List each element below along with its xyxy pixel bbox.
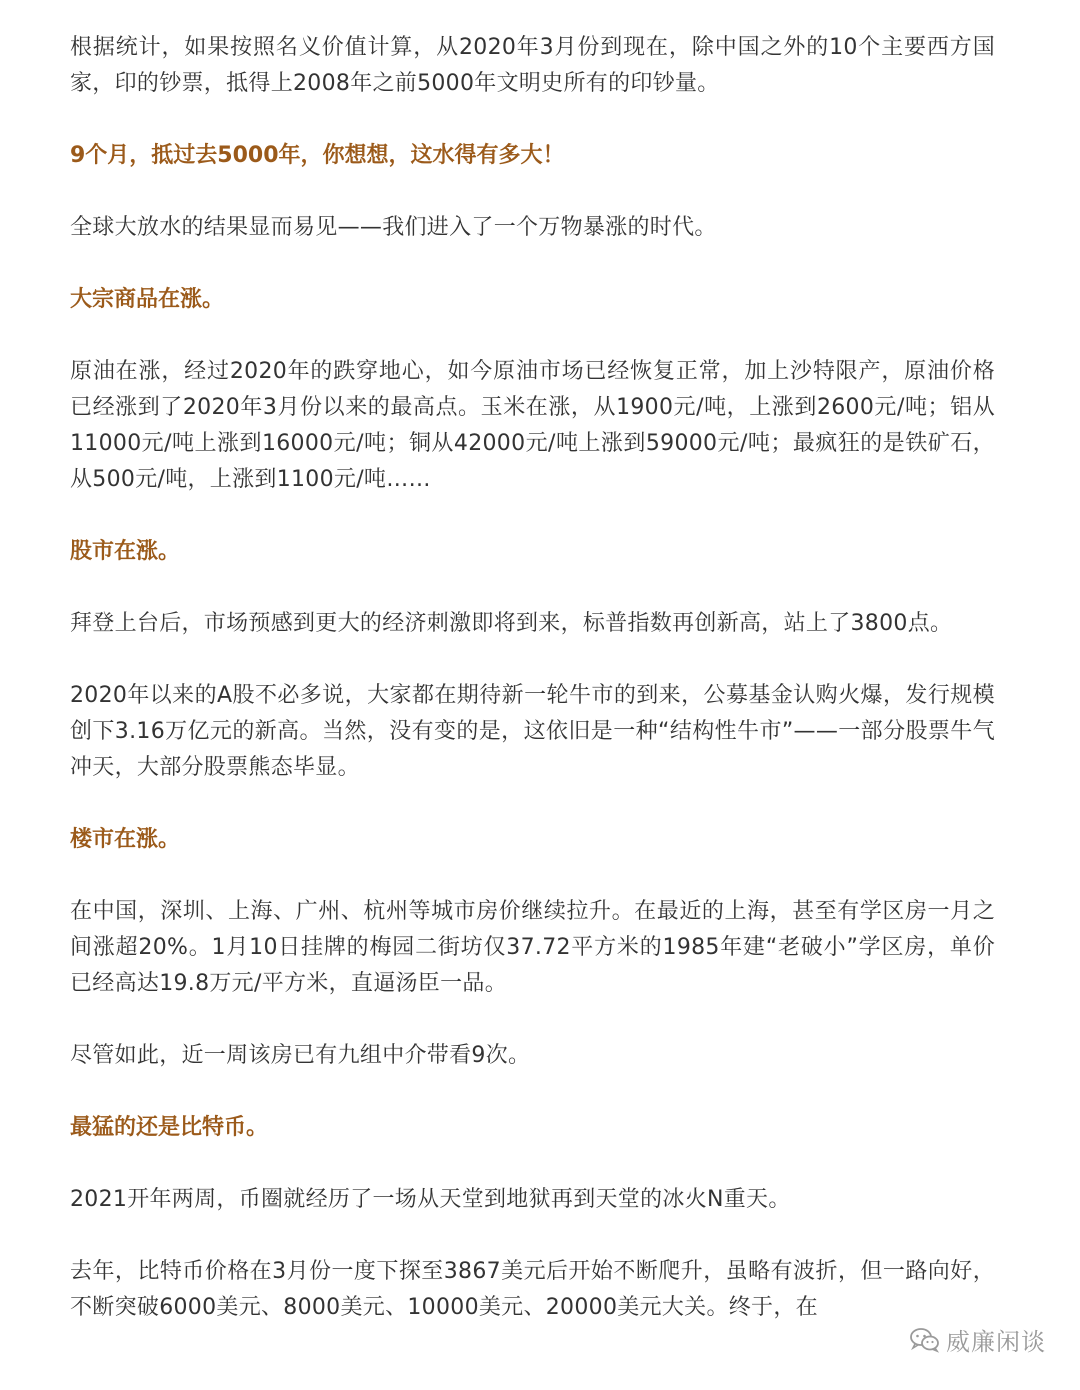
paragraph-agent-viewings: 尽管如此，近一周该房已有九组中介带看9次。 [70, 1043, 531, 1068]
paragraph-bitcoin-price: 去年，比特币价格在3月份一度下探至3867美元后开始不断爬升，虽略有波折，但一路向好，不断突破6000美元、8000美元、10000美元、20000美元大关。终于，在 [70, 1259, 995, 1320]
heading-stock-market: 股市在涨。 [70, 539, 181, 564]
watermark-text: 威廉闲谈 [946, 1328, 1046, 1356]
paragraph-sp500: 拜登上台后，市场预感到更大的经济刺激即将到来，标普指数再创新高，站上了3800点。 [70, 611, 953, 636]
paragraph-a-shares: 2020年以来的A股不必多说，大家都在期待新一轮牛市的到来，公募基金认购火爆，发行规模创下3.16万亿元的新高。当然，没有变的是，这依旧是一种“结构性牛市”——一部分股票牛气冲天，大部分股票熊态毕显。 [70, 683, 995, 780]
paragraph-commodity-prices: 原油在涨，经过2020年的跌穿地心，如今原油市场已经恢复正常，加上沙特限产，原油价格已经涨到了2020年3月份以来的最高点。玉米在涨，从1900元/吨，上涨到2600元/吨；铝从11000元/吨上涨到16000元/吨；铜从42000元/吨上涨到59000元/吨；最疯狂的是铁矿石，从500元/吨，上涨到1100元/吨…… [70, 359, 995, 492]
wechat-icon [910, 1327, 940, 1353]
article-body [70, 30, 995, 1362]
heading-nine-months: 9个月，抵过去5000年，你想想，这水得有多大！ [70, 143, 565, 168]
paragraph-housing-prices: 在中国，深圳、上海、广州、杭州等城市房价继续拉升。在最近的上海，甚至有学区房一月之间涨超20%。1月10日挂牌的梅园二街坊仅37.72平方米的1985年建“老破小”学区房，单价已经高达19.8万元/平方米，直逼汤臣一品。 [70, 899, 995, 996]
watermark [904, 1320, 1052, 1359]
heading-commodities: 大宗商品在涨。 [70, 287, 225, 312]
heading-property-market: 楼市在涨。 [70, 827, 181, 852]
paragraph-money-printing: 根据统计，如果按照名义价值计算，从2020年3月份到现在，除中国之外的10个主要西方国家，印的钞票，抵得上2008年之前5000年文明史所有的印钞量。 [70, 35, 995, 96]
heading-bitcoin: 最猛的还是比特币。 [70, 1115, 269, 1140]
paragraph-bitcoin-opening: 2021开年两周，币圈就经历了一场从天堂到地狱再到天堂的冰火N重天。 [70, 1187, 791, 1212]
paragraph-global-easing: 全球大放水的结果显而易见——我们进入了一个万物暴涨的时代。 [70, 215, 717, 240]
